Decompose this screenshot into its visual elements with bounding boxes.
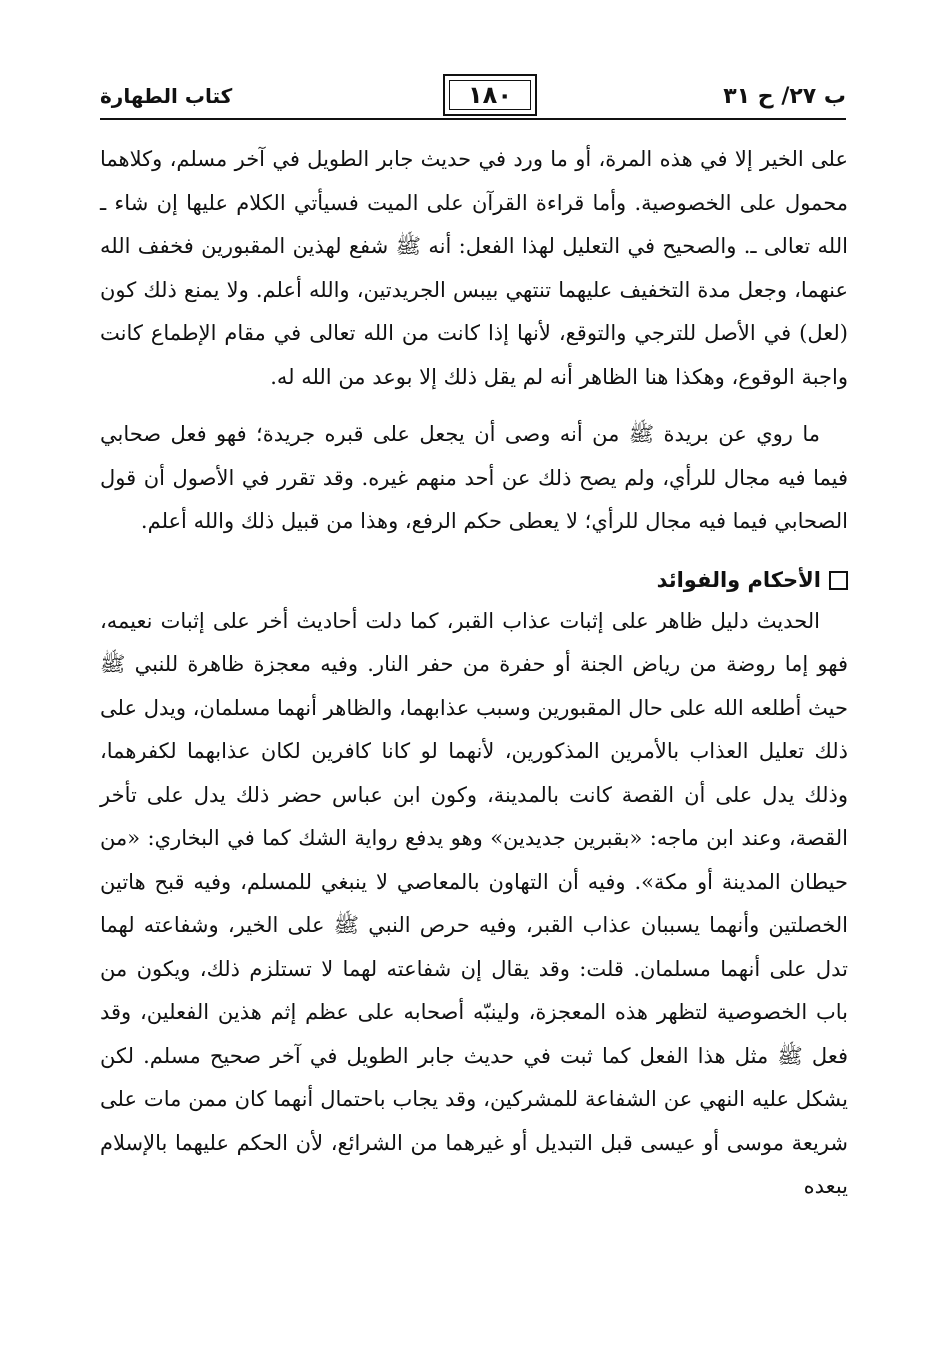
page-header [100,70,846,122]
chapter-hadith-reference: ب ٢٧/ ح ٣١ [723,84,846,109]
square-bullet-icon [829,571,848,590]
section-heading [100,562,848,598]
page-body [100,138,848,1209]
paragraph-1: على الخير إلا في هذه المرة، أو ما ورد في حديث جابر الطويل في آخر مسلم، وكلاهما محمول على الخصوصية. وأما قراءة القرآن على الميت فسيأتي الكلام عليها إن شاء ـ الله تعالى ـ. والصحيح في التعليل لهذا الفعل: أنه ﷺ شفع لهذين المقبورين فخفف الله عنهما، وجعل مدة التخفيف عليهما تنتهي بيبس الجريدتين، والله أعلم. ولا يمنع ذلك كون (لعل) في الأصل للترجي والتوقع، لأنها إذا كانت من الله تعالى في مقام الإطماع كانت واجبة الوقوع، وهكذا هنا الظاهر أنه لم يقل ذلك إلا بوعد من الله له. [100,147,848,389]
paragraph-2: ما روي عن بريدة ﷺ من أنه وصى أن يجعل على قبره جريدة؛ فهو فعل صحابي فيما فيه مجال للرأي، ولم يصح ذلك عن أحد منهم غيره. وقد تقرر في الأصول أن قول الصحابي فيما فيه مجال للرأي؛ لا يعطى حكم الرفع، وهذا من قبيل ذلك والله أعلم. [100,422,848,533]
paragraph-gap [100,399,848,413]
book-title: كتاب الطهارة [100,84,233,108]
header-rule [100,118,846,120]
page-number: ١٨٠ [468,81,512,109]
section-title: الأحكام والفوائد [656,567,821,592]
page-number-frame [443,74,537,116]
paragraph-3: الحديث دليل ظاهر على إثبات عذاب القبر، كما دلت أحاديث أخر على إثبات نعيمه، فهو إما روضة من رياض الجنة أو حفرة من حفر النار. وفيه معجزة ظاهرة للنبي ﷺ حيث أطلعه الله على حال المقبورين وسبب عذابهما، والظاهر أنهما مسلمان، ويدل على ذلك تعليل العذاب بالأمرين المذكورين، لأنهما لو كانا كافرين لكان عذابهما لكفرهما، وذلك يدل على أن القصة كانت بالمدينة، وكون ابن عباس حضر ذلك يدل على تأخر القصة، وعند ابن ماجه: «بقبرين جديدين» وهو يدفع رواية الشك كما في البخاري: «من حيطان المدينة أو مكة». وفيه أن التهاون بالمعاصي لا ينبغي للمسلم، وفيه قبح هاتين الخصلتين وأنهما يسببان عذاب القبر، وفيه حرص النبي ﷺ على الخير، وشفاعته لهما تدل على أنهما مسلمان. قلت: وقد يقال إن شفاعته لهما لا تستلزم ذلك، ويكون من باب الخصوصية لتظهر هذه المعجزة، ولينبّه أصحابه على عظم إثم هذين الفعلين، وقد فعل ﷺ مثل هذا الفعل كما ثبت في حديث جابر الطويل في آخر صحيح مسلم. لكن يشكل عليه النهي عن الشفاعة للمشركين، وقد يجاب باحتمال أنهما كان ممن مات على شريعة موسى أو عيسى قبل التبديل أو غيرهما من الشرائع، لأن الحكم عليهما بالإسلام يبعده [100,608,848,1198]
